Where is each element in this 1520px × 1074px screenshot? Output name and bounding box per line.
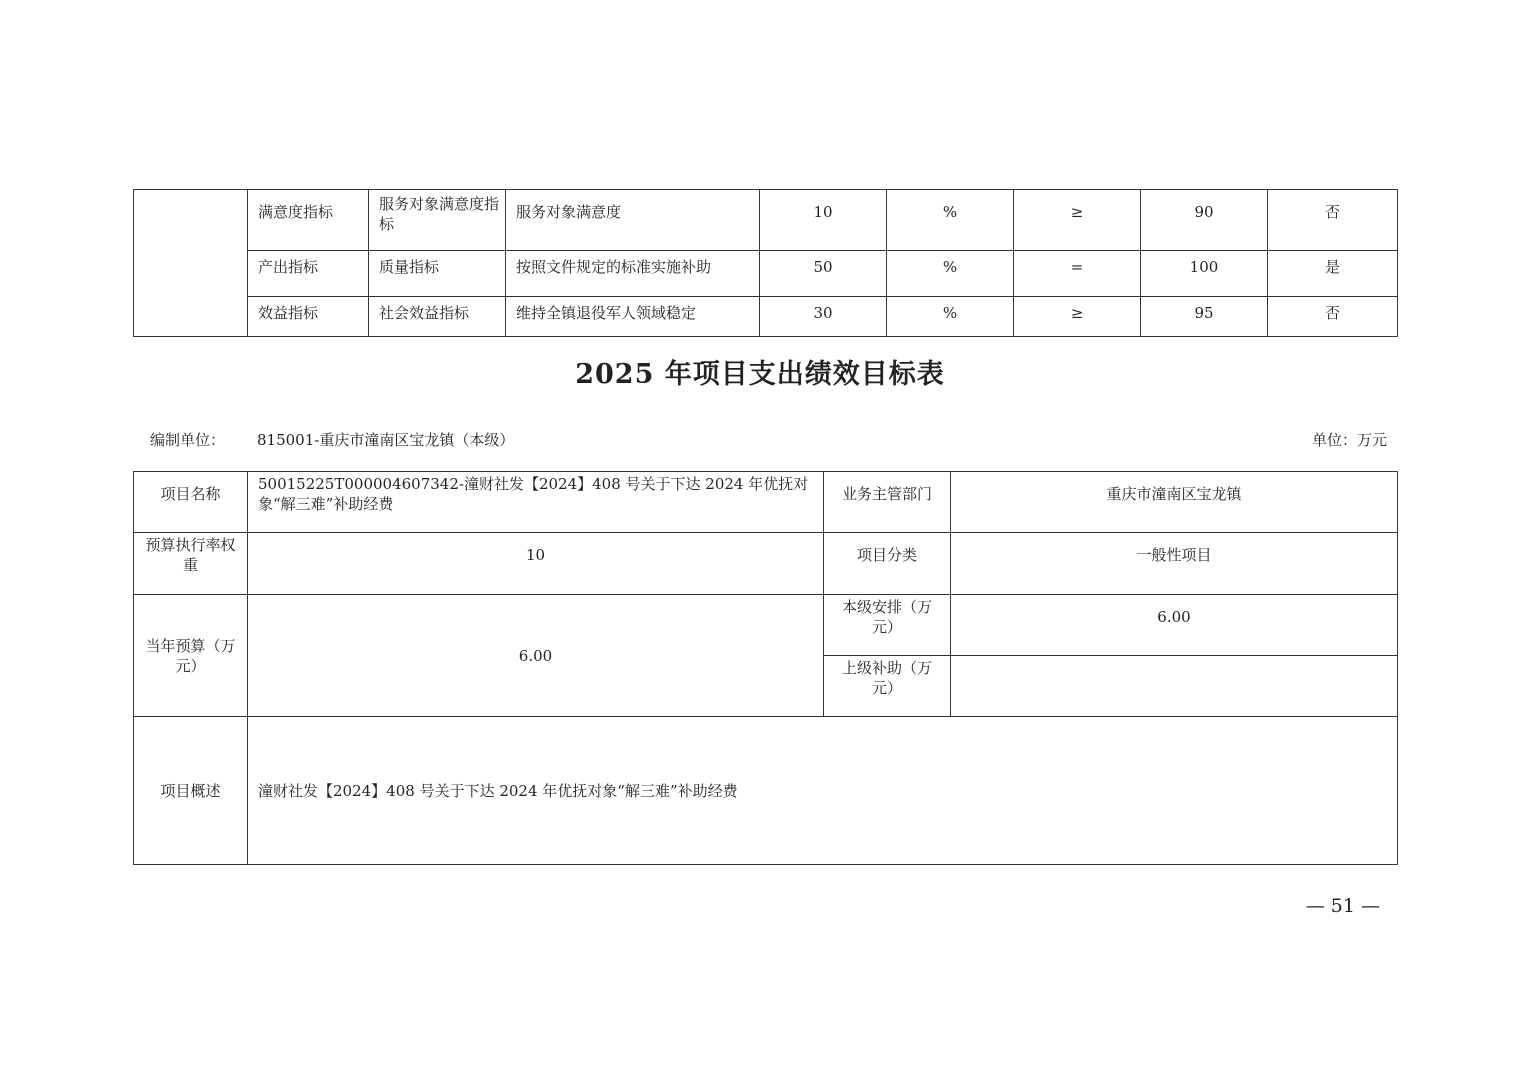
performance-indicator-table (133, 189, 1398, 337)
project-name-value: 50015225T000004607342-潼财社发【2024】408 号关于下达 2024 年优抚对象“解三难”补助经费 (248, 472, 824, 533)
project-category-value: 一般性项目 (951, 533, 1398, 595)
indicator-category: 产出指标 (248, 251, 369, 297)
empty-category-cell (134, 190, 248, 337)
department-label: 业务主管部门 (824, 472, 951, 533)
indicator-target: 90 (1141, 190, 1268, 251)
indicator-flag: 是 (1268, 251, 1398, 297)
indicator-unit: % (887, 251, 1014, 297)
local-allocation-value: 6.00 (951, 595, 1398, 656)
indicator-weight: 30 (760, 297, 887, 337)
indicator-operator: ≥ (1014, 190, 1141, 251)
indicator-unit: % (887, 297, 1014, 337)
execution-rate-value: 10 (248, 533, 824, 595)
indicator-weight: 50 (760, 251, 887, 297)
indicator-subcategory: 社会效益指标 (369, 297, 506, 337)
page-number: — 51 — (1305, 895, 1380, 917)
indicator-description: 按照文件规定的标准实施补助 (506, 251, 760, 297)
indicator-flag: 否 (1268, 190, 1398, 251)
page-title: 2025 年项目支出绩效目标表 (575, 359, 945, 390)
project-category-label: 项目分类 (824, 533, 951, 595)
execution-rate-label: 预算执行率权重 (134, 533, 248, 595)
table-row (134, 251, 1398, 297)
indicator-weight: 10 (760, 190, 887, 251)
indicator-operator: = (1014, 251, 1141, 297)
table-row (134, 717, 1398, 865)
indicator-subcategory: 质量指标 (369, 251, 506, 297)
annual-budget-value: 6.00 (248, 595, 824, 717)
compiling-unit-label: 编制单位： (150, 431, 226, 449)
overview-label: 项目概述 (134, 717, 248, 865)
indicator-description: 维持全镇退役军人领域稳定 (506, 297, 760, 337)
overview-value: 潼财社发【2024】408 号关于下达 2024 年优抚对象“解三难”补助经费 (248, 717, 1398, 865)
project-info-table (133, 471, 1398, 865)
project-name-label: 项目名称 (134, 472, 248, 533)
upper-subsidy-label: 上级补助（万元） (824, 656, 951, 717)
indicator-unit: % (887, 190, 1014, 251)
indicator-category: 效益指标 (248, 297, 369, 337)
indicator-subcategory: 服务对象满意度指标 (369, 190, 506, 251)
local-allocation-label: 本级安排（万元） (824, 595, 951, 656)
compiling-unit-value: 815001-重庆市潼南区宝龙镇（本级） (257, 431, 515, 449)
upper-subsidy-value (951, 656, 1398, 717)
indicator-flag: 否 (1268, 297, 1398, 337)
table-row (134, 595, 1398, 656)
indicator-description: 服务对象满意度 (506, 190, 760, 251)
currency-unit: 单位：万元 (1311, 431, 1387, 449)
department-value: 重庆市潼南区宝龙镇 (951, 472, 1398, 533)
table-row (134, 472, 1398, 533)
table-row (134, 297, 1398, 337)
indicator-target: 100 (1141, 251, 1268, 297)
annual-budget-label: 当年预算（万元） (134, 595, 248, 717)
indicator-operator: ≥ (1014, 297, 1141, 337)
indicator-target: 95 (1141, 297, 1268, 337)
table-row (134, 533, 1398, 595)
indicator-category: 满意度指标 (248, 190, 369, 251)
table-row (134, 190, 1398, 251)
